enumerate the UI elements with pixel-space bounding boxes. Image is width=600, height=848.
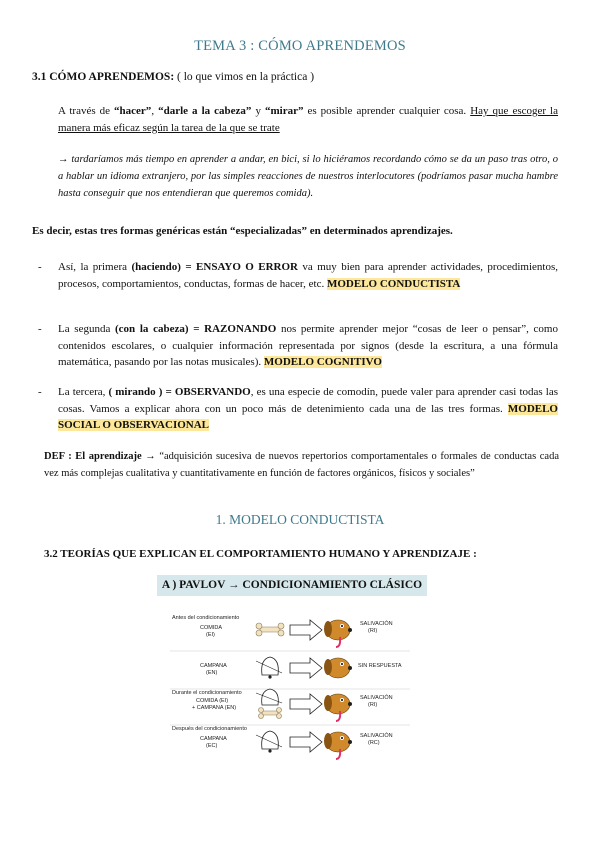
definition-text: → “adquisición sucesiva de nuevos repertorios comportamentales o formales de conductas cada vez más complejas cualitativa y cuantitativamente en función de factores orgánicos, físicos y sociales” <box>44 451 559 479</box>
stimulus-code: + CAMPANA (EN) <box>192 705 237 711</box>
response-label: SIN RESPUESTA <box>358 663 402 669</box>
response-code: (RI) <box>368 702 378 708</box>
section-3-1-note: ( lo que vimos en la práctica ) <box>174 71 315 83</box>
pavlov-heading: A ) PAVLOV → CONDICIONAMIENTO CLÁSICO <box>157 575 427 596</box>
stimulus-label: COMIDA <box>200 625 222 631</box>
model-highlight: MODELO SOCIAL O OBSERVACIONAL <box>58 402 558 431</box>
section-3-2-heading: 3.2 TEORÍAS QUE EXPLICAN EL COMPORTAMIENTO HUMANO Y APRENDIZAJE : <box>44 548 477 560</box>
paragraph-summary: Es decir, estas tres formas genéricas están “especializadas” en determinados aprendizajes. <box>32 225 453 237</box>
diagram-row <box>172 615 393 647</box>
text: La segunda <box>58 323 116 335</box>
arrow-icon <box>290 658 322 678</box>
text: y <box>251 105 265 117</box>
paragraph-example: → tardaríamos más tiempo en aprender a andar, en bici, si lo hiciéramos recordando cómo se da un paso tras otro, o a hablar un idioma extranjero, por las simples reacciones de nuestros interlocutores (podríamos pasar mucha hambre hasta conseguir que nos entendieran que queremos comida). <box>58 154 558 199</box>
pavlov-diagram <box>170 613 430 765</box>
stage-label: Durante el condicionamiento <box>172 690 242 696</box>
bell-icon <box>256 689 282 705</box>
paragraph-methods <box>58 103 558 137</box>
bell-icon <box>256 731 282 753</box>
list-dash: - <box>38 261 42 273</box>
response-code: (RI) <box>368 628 378 634</box>
response-code: (RC) <box>368 740 380 746</box>
response-label: SALIVACIÓN <box>360 733 393 739</box>
definition <box>44 448 559 482</box>
stimulus-label: CAMPANA <box>200 663 227 669</box>
diagram-row <box>200 657 402 679</box>
text: nos permite aprender mejor “cosas de leer o pensar”, como contenidos escolares, o cualquier información representada por signos (desde la escritura, a una fórmula matemática, pasando por las notas musicales). <box>58 323 558 368</box>
dog-icon <box>324 732 352 759</box>
stimulus-code: (EC) <box>206 743 218 749</box>
dog-icon <box>324 658 352 678</box>
text: Así, la primera <box>58 261 132 273</box>
model-highlight: MODELO COGNITIVO <box>263 356 382 368</box>
response-label: SALIVACIÓN <box>360 695 393 701</box>
underlined-text: Hay que escoger la manera más eficaz según la tarea de la que se trate <box>58 105 559 134</box>
dog-icon <box>324 620 352 647</box>
section-heading-conductista: 1. MODELO CONDUCTISTA <box>215 512 385 527</box>
arrow-icon <box>290 732 322 752</box>
bone-icon <box>259 708 282 719</box>
stage-label: Antes del condicionamiento <box>172 615 240 621</box>
arrow-icon <box>290 694 322 714</box>
stimulus-code: (EN) <box>206 670 218 676</box>
section-3-1-title: 3.1 CÓMO APRENDEMOS: <box>32 71 175 83</box>
list-item <box>38 321 558 371</box>
section-3-1-heading <box>32 71 314 83</box>
list-dash: - <box>38 323 42 335</box>
list-item <box>38 259 558 292</box>
term-mirar: “mirar” <box>264 105 304 117</box>
text: , <box>151 105 159 117</box>
dog-icon <box>324 694 352 721</box>
arrow-icon <box>290 620 322 640</box>
diagram-row <box>172 726 393 759</box>
page-title: TEMA 3 : CÓMO APRENDEMOS <box>194 38 406 54</box>
text: A través de <box>58 105 115 117</box>
model-highlight: MODELO CONDUCTISTA <box>326 277 461 290</box>
stimulus-code: (EI) <box>206 632 215 638</box>
response-label: SALIVACIÓN <box>360 621 393 627</box>
bone-icon <box>256 623 284 636</box>
definition-label: DEF : El aprendizaje <box>44 451 142 462</box>
list-item <box>38 384 559 434</box>
text: , es una especie de comodín, puede valer para aprender casi todas las cosas. Vamos a explicar ahora con un poco más de detenimiento cada una de las tres formas. <box>58 386 559 415</box>
list-term: ( mirando ) = OBSERVANDO <box>108 386 251 398</box>
list-term: (con la cabeza) = RAZONANDO <box>115 323 277 335</box>
stage-label: Después del condicionamiento <box>172 726 247 732</box>
text: es posible aprender cualquier cosa. <box>303 105 471 117</box>
diagram-row <box>172 689 393 721</box>
term-hacer: “hacer” <box>114 105 152 117</box>
list-dash: - <box>38 386 42 398</box>
stimulus-label: COMIDA (EI) <box>196 698 229 704</box>
text: La tercera, <box>58 386 109 398</box>
text: va muy bien para aprender actividades, procedimientos, procesos, comportamientos, conductas, formas de hacer, etc. <box>58 261 558 290</box>
list-term: (haciendo) = ENSAYO O ERROR <box>131 261 298 273</box>
stimulus-label: CAMPANA <box>200 736 227 742</box>
bell-icon <box>256 657 282 679</box>
term-darle: “darle a la cabeza” <box>158 105 252 117</box>
